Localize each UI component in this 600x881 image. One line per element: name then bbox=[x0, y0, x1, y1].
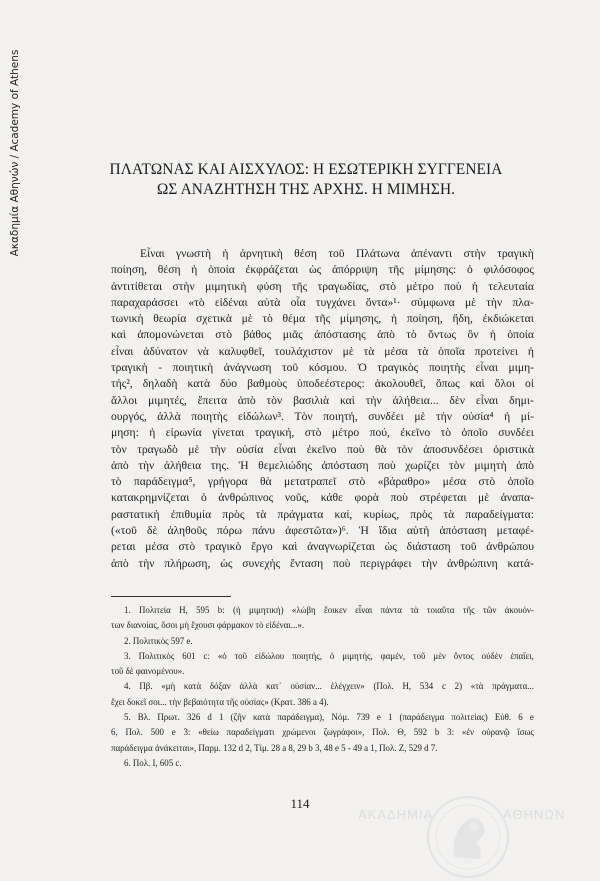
archive-side-label bbox=[4, 45, 26, 260]
body-line: τὸ παράδειγμα⁵, γρήγορα θὰ μετατραπεῖ στὸ «βάραθρο» μέσα στὸ ὁποῖο bbox=[111, 475, 534, 489]
watermark-text: ΑΚΑΔΗΜΙΑ bbox=[358, 807, 434, 822]
archive-side-label-text: Ακαδημία Αθηνών / Academy of Athens bbox=[9, 49, 21, 256]
body-line: ρεται μέσα στὸ τραγικὸ ἔργο καὶ ἀναγνωρίζεται ὡς διάσταση τοῦ ἀνθρώπου bbox=[111, 540, 534, 554]
body-line: ραστατικὴ ἐπιθυμία πρὸς τὰ πράγματα καί, κυρίως, πρὸς τὰ παραδείγματα: bbox=[111, 507, 534, 521]
body-line: παραχαράσσει «τὸ εἰδέναι αὐτὰ οἷα τυγχάνει ὄντα»¹· σύμφωνα μὲ τὴν πλα- bbox=[111, 295, 534, 309]
footnote-line: 6, Πολ. 500 e 3: «θείω παραδείγματι χρώμενοι ζωγράφοι», Πολ. Θ, 592 b 3: «ἐν οὐρανῷ ἴσως bbox=[111, 727, 534, 738]
footnote-line: ἔχει δοκεῖ σοι... τὴν βεβαιότητα τῆς οὐσίας» (Κρατ. 386 a 4). bbox=[111, 696, 329, 707]
academy-seal-watermark bbox=[424, 793, 512, 881]
body-line: εἶναι ἀδύνατον νὰ καλυφθεῖ, τουλάχιστον μὲ τὰ μέσα τὰ ὁποῖα προτείνει ἡ bbox=[111, 344, 534, 358]
footnote-line: τοῦ δὲ φαινομένου». bbox=[111, 666, 185, 677]
body-line: ἀντιτίθεται στὴν μιμητικὴ φύση τῆς τραγωδίας, στὸ μέτρο ποὺ ἡ τελευταία bbox=[111, 279, 534, 293]
body-line: μηση: ἡ εἰρωνία γίνεται τραγική, στὸ μέτρο πού, ἐκεῖνο τὸ ὁποῖο συνδέει bbox=[111, 426, 534, 440]
footnote-divider bbox=[111, 596, 231, 597]
footnote-line: παράδειγμα ἀνάκειται», Παρμ. 132 d 2, Τίμ. 28 a 8, 29 b 3, 48 e 5 - 49 a 1, Πολ. Ζ, 529 d 7. bbox=[111, 742, 438, 753]
footnote-line: 2. Πολιτικὸς 597 e. bbox=[124, 635, 193, 646]
chapter-title-line: ΩΣ ΑΝΑΖΗΤΗΣΗ ΤΗΣ ΑΡΧΗΣ. Η ΜΙΜΗΣΗ. bbox=[156, 181, 456, 198]
body-line: τραγικὴ - ποιητικὴ ἀνάγνωση τοῦ κόσμου. Ὁ τραγικὸς ποιητὴς εἶναι μιμη- bbox=[111, 361, 534, 375]
footnotes bbox=[111, 603, 534, 771]
footnote-line: 3. Πολιτικὸς 601 c: «ὁ τοῦ εἰδώλου ποιητής, ὁ μιμητής, φαμέν, τοῦ μὲν ὄντος οὐδὲν ἐπαΐει, bbox=[124, 650, 534, 661]
body-line: καὶ ἀπομονώνεται στὸ βάθος μιᾶς ἀπόστασης ἀπὸ τὸ ὄντως ὂν ἡ ὁποία bbox=[111, 328, 534, 342]
body-line: τής², δηλαδὴ κατὰ δύο βαθμοὺς ὑποδεέστερος: ἀκολουθεῖ, ὅπως καὶ ὅλοι οἱ bbox=[111, 377, 534, 391]
body-line: τωνικὴ θεωρία σχετικὰ μὲ τὸ θέμα τῆς μίμησης, ἡ ποίηση, ἤδη, ἐκδιώκεται bbox=[111, 312, 534, 326]
body-line: κατακρημνίζεται ὁ ἀνθρώπινος νοῦς, κάθε φορὰ ποὺ στρέφεται μὲ ἀναπα- bbox=[111, 491, 534, 505]
footnote-line: 4. Πβ. «μὴ κατὰ δόξαν ἀλλὰ κατ᾽ οὐσίαν... ἐλέγχειν» (Πολ. Η, 534 c 2) «τὰ πράγματα... bbox=[124, 681, 534, 692]
page-number: 114 bbox=[290, 796, 310, 811]
watermark-text: ΑΘΗΝΩΝ bbox=[503, 807, 566, 822]
chapter-title-line: ΠΛΑΤΩΝΑΣ ΚΑΙ ΑΙΣΧΥΛΟΣ: Η ΕΣΩΤΕΡΙΚΗ ΣΥΓΓΕΝΕΙΑ bbox=[109, 161, 503, 178]
footnote-line: 5. Βλ. Πρωτ. 326 d 1 (ζῆν κατὰ παράδειγμα), Νόμ. 739 e 1 (παράδειγμα πολιτείας) Εὐθ. 6 e bbox=[124, 712, 534, 723]
body-line: ποίηση, θέση ἡ ὁποία ἐκφράζεται ὡς ἀπόρριψη τῆς μίμησης: ὁ φιλόσοφος bbox=[111, 263, 534, 277]
chapter-title bbox=[100, 160, 512, 200]
footnote-line: 6. Πολ. Ι, 605 c. bbox=[124, 757, 182, 768]
body-line: τὸν τραγωδὸ μὲ τὴν οὐσία εἶναι ἐκεῖνο ποὺ θὰ τὸν ἀποσυνδέσει ὁριστικὰ bbox=[111, 442, 534, 456]
body-line: ἀπὸ τὴν πλήρωση, ὡς συνεχὴς ἔνταση ποὺ περιγράφει τὴν ἀνθρώπινη κατά- bbox=[111, 556, 534, 570]
body-paragraph bbox=[111, 246, 534, 572]
body-line: Εἶναι γνωστὴ ἡ ἀρνητικὴ θέση τοῦ Πλάτωνα ἀπέναντι στὴν τραγικὴ bbox=[140, 247, 534, 260]
body-line: ουργός, ἀλλὰ ποιητὴς εἰδώλων³. Τὸν ποιητή, συνδέει μὲ τὴν οὐσία⁴ ἡ μί- bbox=[111, 409, 534, 423]
body-line: ἀπὸ τὴν ἀλήθεια της. Ἡ θεμελιώδης ἀπόσταση ποὺ χωρίζει τὸν μιμητὴ ἀπὸ bbox=[111, 458, 534, 472]
body-line: ἄλλοι μιμητές, ἔπειτα ἀπὸ τὸν βασιλιὰ καὶ τὴν ἀλήθεια... δὲν εἶναι δημι- bbox=[111, 393, 534, 407]
body-line: («τοῦ δὲ ἀληθοῦς πόρω πάνυ ἀφεστῶτα»)⁶. Ἡ ἴδια αὐτὴ ἀπόσταση μεταφέ- bbox=[111, 524, 534, 538]
footnote-line: των διανοίας, ὅσοι μὴ ἔχουσι φάρμακον τὸ εἰδέναι...». bbox=[111, 620, 305, 631]
footnote-line: 1. Πολιτεία Η, 595 b: (ἡ μιμητική) «λώβη ἔοικεν εἶναι πάντα τὰ τοιαῦτα τῆς τῶν ἀκουόν- bbox=[124, 605, 534, 615]
